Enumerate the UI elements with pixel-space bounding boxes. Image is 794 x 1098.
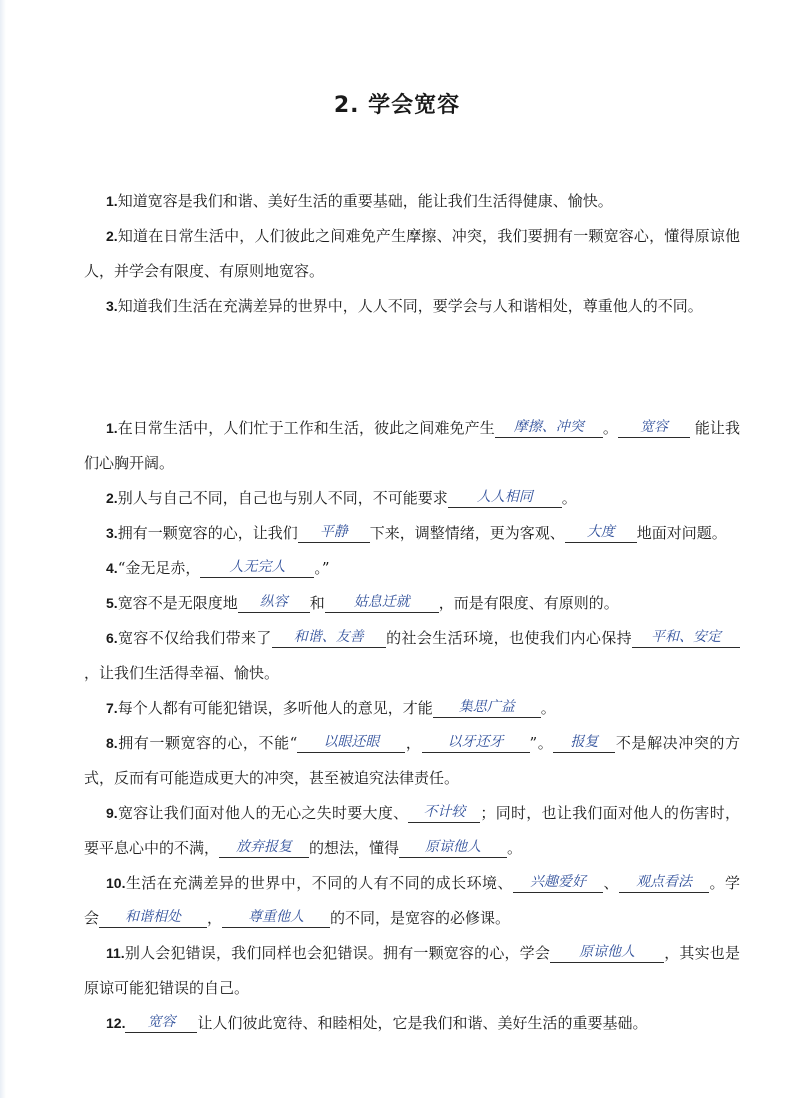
answer-blank: 大度 [565, 522, 637, 543]
exercise-7: 7.每个人都有可能犯错误，多听他人的意见，才能 集思广益 。 [106, 699, 556, 717]
exercise-12: 12. 宽容 让人们彼此宽待、和睦相处，它是我们和谐、美好生活的重要基础。 [106, 1014, 648, 1032]
answer-blank: 人无完人 [200, 557, 314, 578]
exercise-10: 10.生活在充满差异的世界中，不同的人有不同的成长环境、 兴趣爱好 、 观点看法 。学会 和谐相处 ， 尊重他人 的不同，是宽容的必修课。 [84, 874, 740, 927]
page-edge-shadow [0, 0, 6, 1098]
answer-blank: 宽容 [125, 1012, 197, 1033]
answer-blank: 以眼还眼 [297, 732, 405, 753]
exercise-3: 3.拥有一颗宽容的心，让我们 平静 下来，调整情绪，更为客观、 大度 地面对问题。 [106, 524, 727, 542]
answer-blank: 人人相同 [448, 487, 562, 508]
answer-blank: 兴趣爱好 [513, 872, 603, 893]
answer-blank: 尊重他人 [222, 907, 330, 928]
goal-item: 2.知道在日常生活中，人们彼此之间难免产生摩擦、冲突，我们要拥有一颗宽容心，懂得原谅他人，并学会有限度、有原则地宽容。 [84, 227, 740, 280]
exercise-6: 6.宽容不仅给我们带来了 和谐、友善 的社会生活环境，也使我们内心保持 平和、安定，让我们生活得幸福、愉快。 [84, 621, 740, 691]
exercise-11: 11.别人会犯错误，我们同样也会犯错误。拥有一颗宽容的心，学会 原谅他人 ，其实也是原谅可能犯错误的自己。 [84, 944, 740, 997]
learning-goals [84, 184, 740, 324]
answer-blank: 和谐、友善 [272, 627, 386, 648]
answer-blank: 宽容 [618, 417, 690, 438]
exercise-1: 1.在日常生活中，人们忙于工作和生活，彼此之间难免产生 摩擦、冲突 。 宽容 能让我们心胸开阔。 [84, 419, 740, 472]
answer-blank: 摩擦、冲突 [495, 417, 603, 438]
answer-blank: 放弃报复 [219, 837, 309, 858]
exercise-4: 4.“金无足赤， 人无完人 。” [106, 559, 330, 577]
answer-blank: 纵容 [238, 592, 310, 613]
answer-blank: 不计较 [408, 802, 480, 823]
answer-blank: 集思广益 [433, 697, 541, 718]
answer-blank: 原谅他人 [399, 837, 507, 858]
answer-blank: 报复 [553, 732, 615, 753]
exercise-2: 2.别人与自己不同，自己也与别人不同，不可能要求 人人相同 。 [106, 489, 577, 507]
exercise-5: 5.宽容不是无限度地 纵容 和 姑息迁就 ，而是有限度、有原则的。 [106, 594, 619, 612]
answer-blank: 观点看法 [619, 872, 709, 893]
exercise-8: 8.拥有一颗宽容的心，不能“ 以眼还眼 ， 以牙还牙 ”。 报复 不是解决冲突的方式，反而有可能造成更大的冲突，甚至被追究法律责任。 [84, 734, 740, 787]
page-title: 2. 学会宽容 [333, 93, 461, 118]
answer-blank: 平静 [298, 522, 370, 543]
answer-blank: 原谅他人 [550, 942, 664, 963]
goal-item: 1.知道宽容是我们和谐、美好生活的重要基础，能让我们生活得健康、愉快。 [106, 192, 613, 210]
goal-item: 3.知道我们生活在充满差异的世界中，人人不同，要学会与人和谐相处，尊重他人的不同。 [106, 297, 703, 315]
answer-blank: 姑息迁就 [325, 592, 439, 613]
exercise-9: 9.宽容让我们面对他人的无心之失时要大度、 不计较 ；同时，也让我们面对他人的伤害时，要平息心中的不满， 放弃报复 的想法，懂得 原谅他人 。 [84, 804, 740, 857]
answer-blank: 平和、安定 [632, 627, 740, 648]
fill-in-exercises [84, 411, 740, 1041]
answer-blank: 和谐相处 [99, 907, 207, 928]
answer-blank: 以牙还牙 [422, 732, 530, 753]
